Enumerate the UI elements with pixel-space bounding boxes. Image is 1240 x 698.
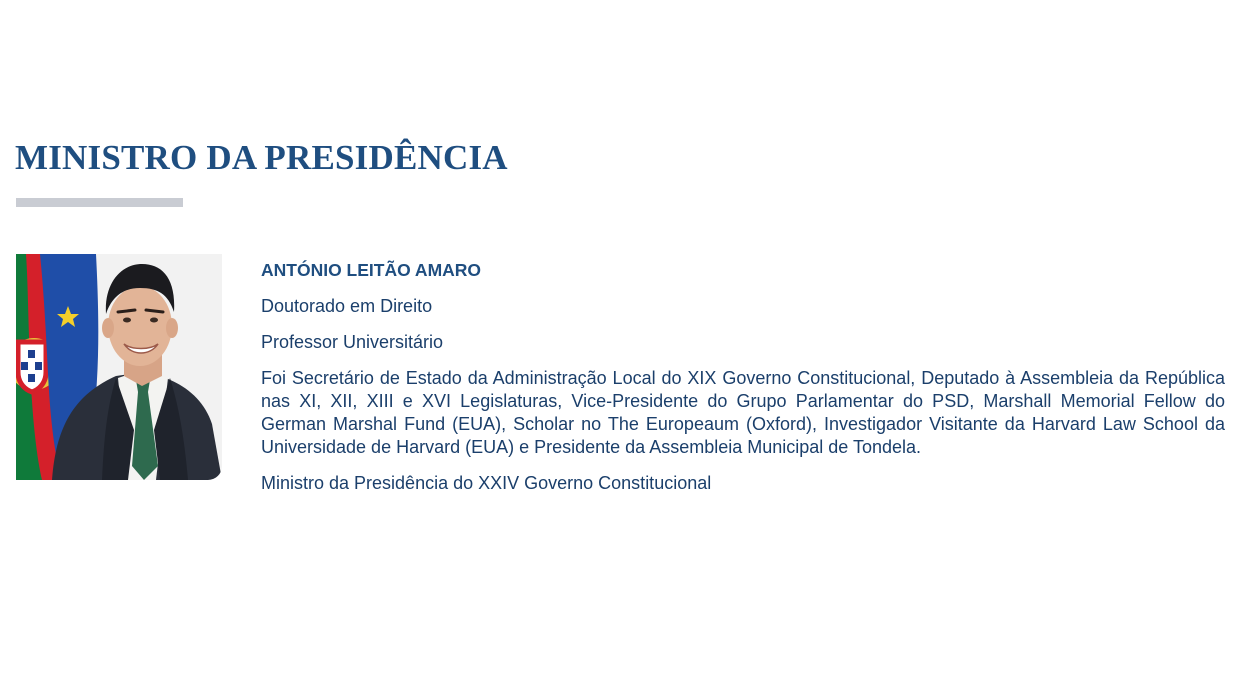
biography [261, 259, 1225, 508]
current-role: Ministro da Presidência do XXIV Governo Constitucional [261, 473, 712, 493]
academic-degree: Doutorado em Direito [261, 296, 433, 316]
title-underline [16, 198, 183, 207]
minister-portrait [16, 254, 222, 480]
profession: Professor Universitário [261, 332, 444, 352]
career-summary: Foi Secretário de Estado da Administração Local do XIX Governo Constitucional, Deputado à Assembleia da República nas XI, XII, XIII e XVI Legislaturas, Vice-Presidente do Grupo Parlamentar do PSD, Marshall Memorial Fellow do German Marshal Fund (EUA), Scholar no The Europeaum (Oxford), Investigador Visitante da Harvard Law School da Universidade de Harvard (EUA) e Presidente da Assembleia Municipal de Tondela. [261, 368, 1225, 457]
page-title: MINISTRO DA PRESIDÊNCIA [15, 138, 508, 177]
minister-name: ANTÓNIO LEITÃO AMARO [261, 260, 482, 280]
